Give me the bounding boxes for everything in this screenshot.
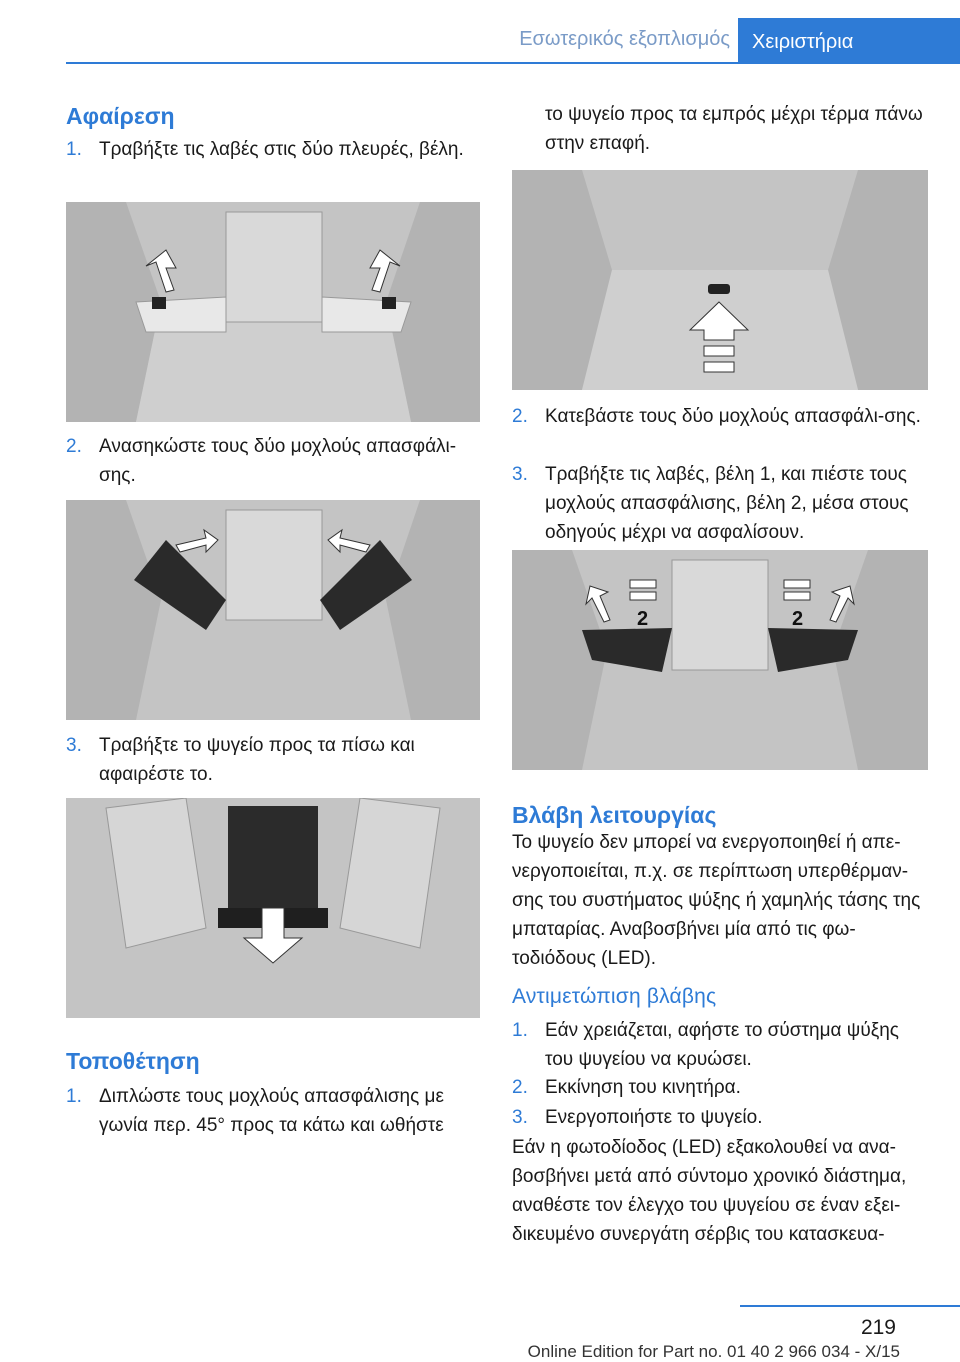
step-text: Τραβήξτε το ψυγείο προς τα πίσω και αφαιρέστε το.	[99, 735, 415, 785]
figure-label-2-left: 2	[637, 608, 649, 630]
step-text: Τραβήξτε τις λαβές στις δύο πλευρές, βέλη.	[99, 139, 464, 160]
step-number: 2.	[512, 1077, 528, 1098]
step-number: 2.	[66, 436, 82, 457]
removal-step-1	[66, 135, 480, 164]
page-number: 219	[860, 1316, 896, 1339]
step-text: Εκκίνηση του κινητήρα.	[545, 1077, 741, 1098]
troubleshooting-heading: Αντιμετώπιση βλάβης	[512, 985, 717, 1008]
installation-heading: Τοποθέτηση	[66, 1048, 200, 1074]
footer-rule	[740, 1305, 960, 1307]
figure-label-2-right: 2	[792, 608, 804, 630]
malfunction-heading: Βλάβη λειτουργίας	[512, 802, 717, 828]
chapter-tab[interactable]: Χειριστήρια	[738, 18, 960, 62]
step-number: 1.	[512, 1020, 528, 1041]
step-number: 3.	[512, 1107, 528, 1128]
step-number: 1.	[66, 139, 82, 160]
header-rule	[66, 62, 960, 64]
removal-step-3	[66, 731, 480, 789]
section-title: Εσωτερικός εξοπλισμός	[519, 28, 730, 50]
step-text: Εάν χρειάζεται, αφήστε το σύστημα ψύξης του ψυγείου να κρυώσει.	[545, 1020, 899, 1070]
step-text: Ανασηκώστε τους δύο μοχλούς απασφάλι‐σης.	[99, 436, 457, 486]
right-step-3	[512, 460, 928, 547]
remedy-step-1	[512, 1016, 928, 1074]
step-number: 3.	[66, 735, 82, 756]
step-text: Κατεβάστε τους δύο μοχλούς απασφάλι‐σης.	[545, 406, 921, 427]
figure-pull-handles	[66, 202, 480, 422]
continued-step-text: το ψυγείο προς τα εμπρός μέχρι τέρμα πάνω στην επαφή.	[545, 104, 923, 154]
figure-pull-out-cooler	[66, 798, 480, 1018]
step-text: Τραβήξτε τις λαβές, βέλη 1, και πιέστε τους μοχλούς απασφάλισης, βέλη 2, μέσα στους οδηγούς μέχρι να ασφαλίσουν.	[545, 464, 909, 543]
step-text: Διπλώστε τους μοχλούς απασφάλισης με γωνία περ. 45° προς τα κάτω και ωθήστε	[99, 1086, 444, 1136]
step-number: 2.	[512, 406, 528, 427]
edition-footer: Online Edition for Part no. 01 40 2 966 034 - X/15	[527, 1342, 900, 1361]
figure-lift-levers	[66, 500, 480, 720]
removal-heading: Αφαίρεση	[66, 103, 175, 129]
step-text: Ενεργοποιήστε το ψυγείο.	[545, 1107, 763, 1128]
remedy-step-2	[512, 1073, 928, 1102]
figure-lock-levers	[512, 550, 928, 770]
malfunction-text: Το ψυγείο δεν μπορεί να ενεργοποιηθεί ή απε‐νεργοποιείται, π.χ. σε περίπτωση υπερθέρμαν‐σης του συστήματος ψύξης ή χαμηλής τάσης της μπαταρίας. Αναβοσβήνει μία από τις φω‐τοδιόδους (LED).	[512, 832, 921, 969]
remedy-step-3	[512, 1103, 928, 1132]
step-number: 1.	[66, 1086, 82, 1107]
right-step-2	[512, 402, 928, 431]
removal-step-2	[66, 432, 480, 490]
install-step-1	[66, 1082, 480, 1140]
step-number: 3.	[512, 464, 528, 485]
closing-text: Εάν η φωτοδίοδος (LED) εξακολουθεί να ανα‐βοσβήνει μετά από σύντομο χρονικό διάστημα, αναθέστε τον έλεγχο του ψυγείου σε έναν εξει‐δικευμένο συνεργάτη σέρβις του κατασκευα‐	[512, 1137, 907, 1245]
figure-push-cooler	[512, 170, 928, 390]
